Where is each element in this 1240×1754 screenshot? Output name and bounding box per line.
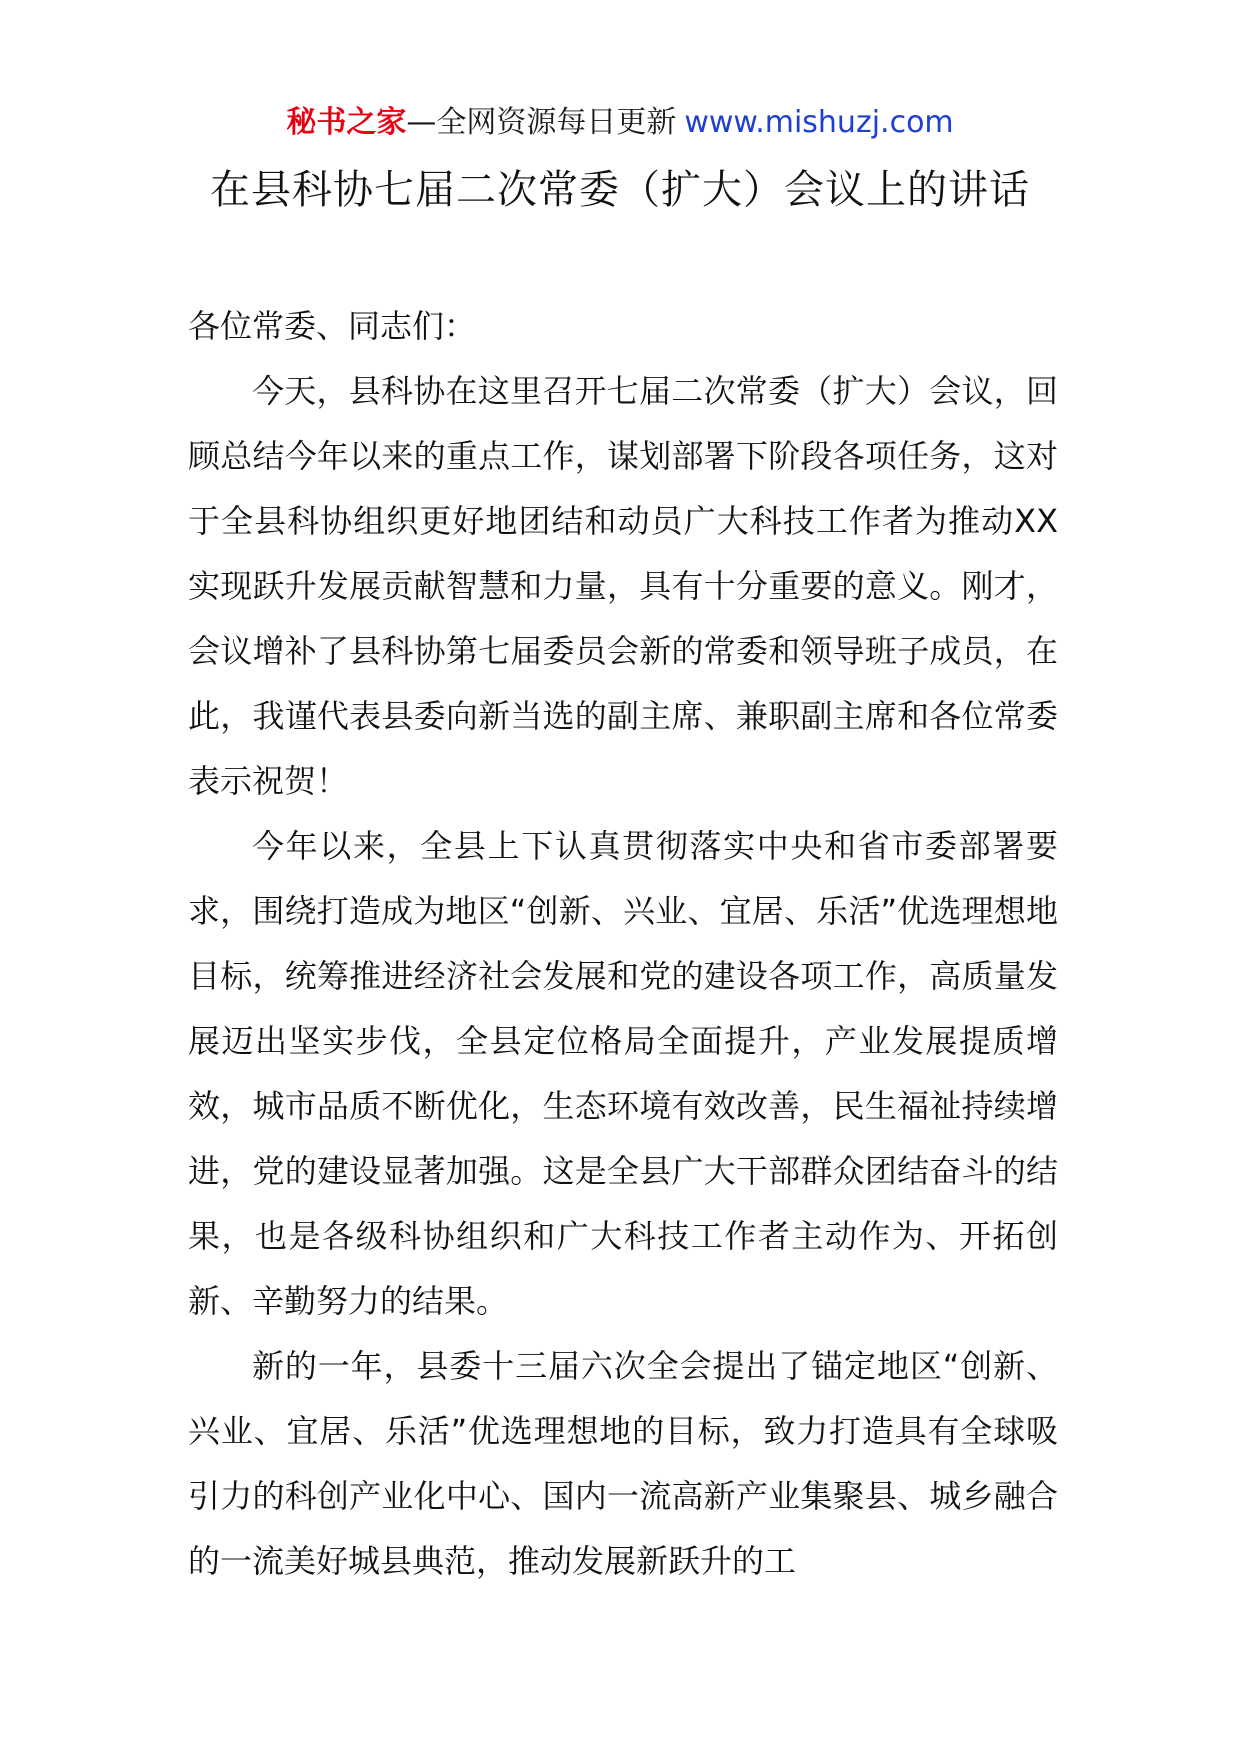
- brand-name: 秘书之家: [286, 105, 407, 140]
- paragraph-2: 今年以来，全县上下认真贯彻落实中央和省市委部署要求，围绕打造成为地区“创新、兴业、宜居、乐活”优选理想地目标，统筹推进经济社会发展和党的建设各项工作，高质量发展迈出坚实步伐，全县定位格局全面提升，产业发展提质增效，城市品质不断优化，生态环境有效改善，民生福祉持续增进，党的建设显著加强。这是全县广大干部群众团结奋斗的结果，也是各级科协组织和广大科技工作者主动作为、开拓创新、辛勤努力的结果。: [188, 827, 1058, 1320]
- header-tagline: —全网资源每日更新: [406, 105, 677, 140]
- paragraph-1: 今天，县科协在这里召开七届二次常委（扩大）会议，回顾总结今年以来的重点工作，谋划部署下阶段各项任务，这对于全县科协组织更好地团结和动员广大科技工作者为推动XX实现跃升发展贡献智慧和力量，具有十分重要的意义。刚才，会议增补了县科协第七届委员会新的常委和领导班子成员，在此，我谨代表县委向新当选的副主席、兼职副主席和各位常委表示祝贺！: [188, 372, 1058, 800]
- site-header: [0, 103, 1240, 143]
- document-body: [188, 294, 1058, 1594]
- site-url-link[interactable]: www.mishuzj.com: [684, 105, 954, 140]
- document-title: 在县科协七届二次常委（扩大）会议上的讲话: [210, 167, 1030, 213]
- paragraph-3: 新的一年，县委十三届六次全会提出了锚定地区“创新、兴业、宜居、乐活”优选理想地的目标，致力打造具有全球吸引力的科创产业化中心、国内一流高新产业集聚县、城乡融合的一流美好城县典范，推动发展新跃升的工: [188, 1347, 1058, 1580]
- salutation: 各位常委、同志们：: [188, 307, 477, 345]
